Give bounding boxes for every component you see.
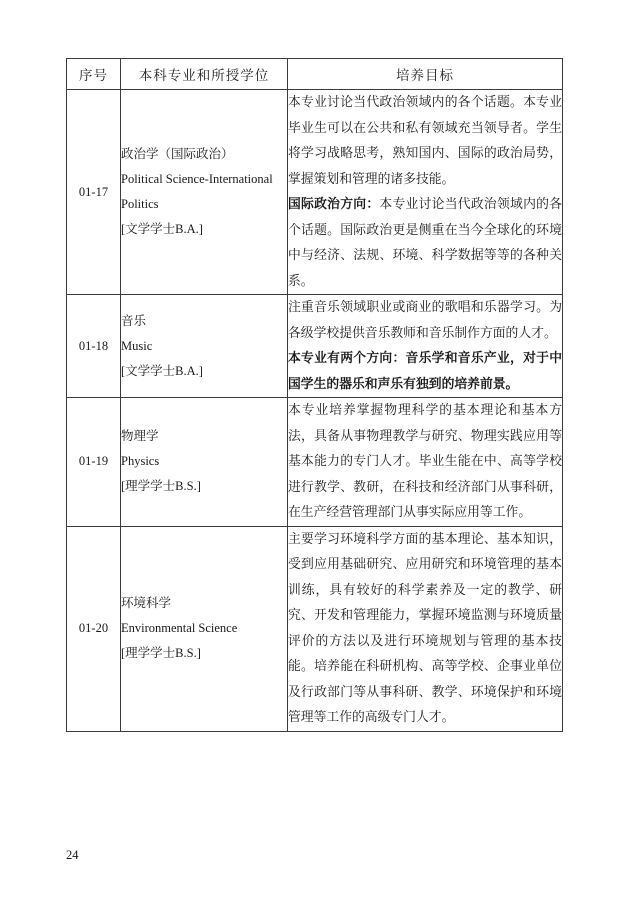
goal-paragraph-1: 注重音乐领域职业或商业的歌唱和乐器学习。为各级学校提供音乐教师和音乐制作方面的人才。 — [288, 300, 562, 340]
row-training-goal — [288, 526, 563, 731]
major-degree: [文学学士B.A.] — [121, 222, 203, 236]
goal-paragraph-1: 本专业培养掌握物理科学的基本理论和基本方法，具备从事物理教学与研究、物理实践应用等基本能力的专门人才。毕业生能在中、高等学校进行教学、教研，在科技和经济部门从事科研，在生产经营管理部门从事实际应用等工作。 — [288, 403, 562, 519]
major-name-chinese: 物理学 — [121, 429, 159, 444]
row-major-name — [121, 90, 288, 295]
major-name-chinese: 音乐 — [121, 313, 147, 328]
goal-paragraph-2 — [288, 346, 562, 397]
major-degree: [理学学士B.S.] — [121, 479, 201, 494]
goal-paragraph-1: 本专业讨论当代政治领域内的各个话题。本专业毕业生可以在公共和私有领域充当领导者。学生将学习战略思考，熟知国内、国际的政治局势，掌握策划和管理的诸多技能。 — [288, 95, 562, 186]
table-header-row — [67, 59, 563, 90]
major-name-english: Music — [121, 338, 153, 353]
major-name-chinese: 政治学（国际政治） — [121, 147, 234, 161]
row-sequence-number: 01-18 — [67, 295, 121, 398]
row-sequence-number: 01-20 — [67, 526, 121, 731]
goal-direction-label: 国际政治方向： — [288, 197, 380, 211]
major-degree: [文学学士B.A.] — [121, 363, 203, 378]
row-sequence-number: 01-19 — [67, 398, 121, 527]
row-major-name — [121, 295, 288, 398]
goal-direction-text: 本专业讨论当代政治领域内的各个话题。国际政治更是侧重在当今全球化的环境中与经济、法规、环境、科学数据等等的各种关系。 — [288, 197, 563, 288]
page-number: 24 — [66, 848, 79, 862]
goal-direction-label: 本专业有两个方向：音乐学和音乐产业，对于中国学生的器乐和声乐有独到的培养前景。 — [288, 351, 562, 391]
majors-table — [66, 58, 563, 732]
major-name-english: Physics — [121, 454, 160, 469]
row-sequence-number: 01-17 — [67, 90, 121, 295]
column-header-goal: 培养目标 — [288, 59, 563, 90]
row-major-name — [121, 398, 288, 527]
table-row — [67, 295, 563, 398]
goal-paragraph-2 — [288, 192, 562, 294]
major-degree: [理学学士B.S.] — [121, 646, 201, 660]
row-training-goal — [288, 398, 563, 527]
table-row — [67, 90, 563, 295]
major-name-english-cont: Politics — [121, 197, 159, 211]
major-name-english: Political Science-International — [121, 172, 273, 186]
column-header-major: 本科专业和所授学位 — [121, 59, 288, 90]
row-training-goal — [288, 295, 563, 398]
table-row — [67, 526, 563, 731]
row-training-goal — [288, 90, 563, 295]
goal-paragraph-1: 主要学习环境科学方面的基本理论、基本知识，受到应用基础研究、应用研究和环境管理的基本训练，具有较好的科学素养及一定的教学、研究、开发和管理能力，掌握环境监测与环境质量评价的方法以及进行环境规划与管理的基本技能。培养能在科研机构、高等学校、企事业单位及行政部门等从事科研、教学、环境保护和环境管理等工作的高级专门人才。 — [288, 531, 562, 724]
major-name-english: Environmental Science — [121, 621, 238, 635]
column-header-sequence: 序号 — [67, 59, 121, 90]
row-major-name — [121, 526, 288, 731]
major-name-chinese: 环境科学 — [121, 596, 172, 610]
table-row — [67, 398, 563, 527]
